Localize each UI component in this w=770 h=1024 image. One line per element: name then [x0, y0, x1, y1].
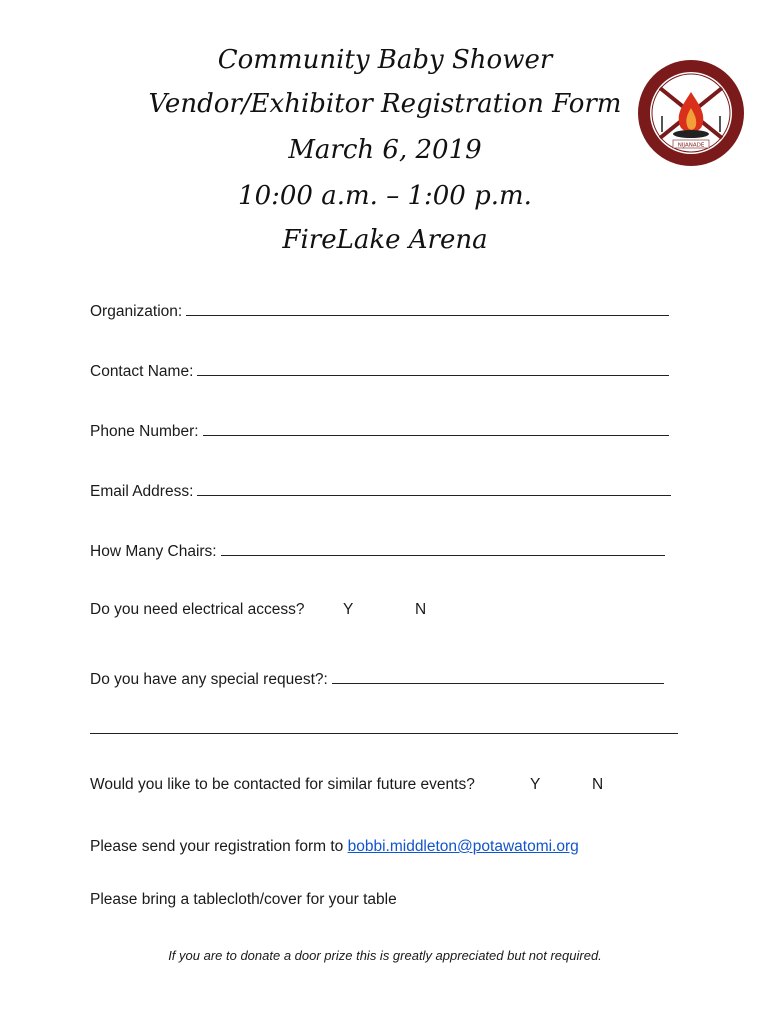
future-contact-yes-option[interactable]: Y	[530, 776, 541, 793]
bring-instruction-text: Please bring a tablecloth/cover for your table	[90, 891, 397, 908]
electrical-question	[90, 601, 305, 619]
phone-number-field[interactable]	[90, 421, 669, 441]
email-address-label: Email Address:	[90, 483, 194, 500]
send-instruction-text: Please send your registration form to	[90, 838, 348, 855]
contact-name-blank[interactable]	[197, 361, 669, 376]
door-prize-note: If you are to donate a door prize this is greatly appreciated but not required.	[168, 948, 602, 963]
special-request-continuation-blank[interactable]	[90, 733, 678, 734]
future-contact-question	[90, 776, 475, 794]
bring-instruction	[90, 891, 397, 909]
electrical-no-option[interactable]: N	[415, 601, 427, 618]
phone-number-blank[interactable]	[203, 421, 669, 436]
chairs-label: How Many Chairs:	[90, 543, 217, 560]
special-request-blank[interactable]	[332, 669, 664, 684]
phone-number-label: Phone Number:	[90, 423, 199, 440]
send-instruction	[90, 838, 579, 856]
email-address-blank[interactable]	[197, 481, 671, 496]
organization-label: Organization:	[90, 303, 183, 320]
electrical-yes-option[interactable]: Y	[343, 601, 354, 618]
organization-field[interactable]	[90, 301, 669, 321]
registration-email-link[interactable]: bobbi.middleton@potawatomi.org	[347, 838, 579, 855]
title-line-1: Community Baby Shower	[217, 45, 553, 75]
chairs-field[interactable]	[90, 541, 665, 561]
contact-name-label: Contact Name:	[90, 363, 194, 380]
title-date: March 6, 2019	[288, 135, 482, 165]
organization-blank[interactable]	[186, 301, 669, 316]
future-contact-no-option[interactable]: N	[592, 776, 604, 793]
chairs-blank[interactable]	[221, 541, 665, 556]
future-contact-label: Would you like to be contacted for similar future events?	[90, 776, 475, 793]
title-venue: FireLake Arena	[282, 225, 488, 255]
title-time: 10:00 a.m. – 1:00 p.m.	[238, 181, 532, 211]
contact-name-field[interactable]	[90, 361, 669, 381]
special-request-field[interactable]	[90, 669, 664, 689]
svg-text:NIJANADE: NIJANADE	[677, 142, 705, 149]
special-request-label: Do you have any special request?:	[90, 671, 328, 688]
title-line-2: Vendor/Exhibitor Registration Form	[148, 89, 622, 119]
email-address-field[interactable]	[90, 481, 671, 501]
electrical-label: Do you need electrical access?	[90, 601, 305, 618]
tribal-seal-logo	[636, 58, 746, 168]
